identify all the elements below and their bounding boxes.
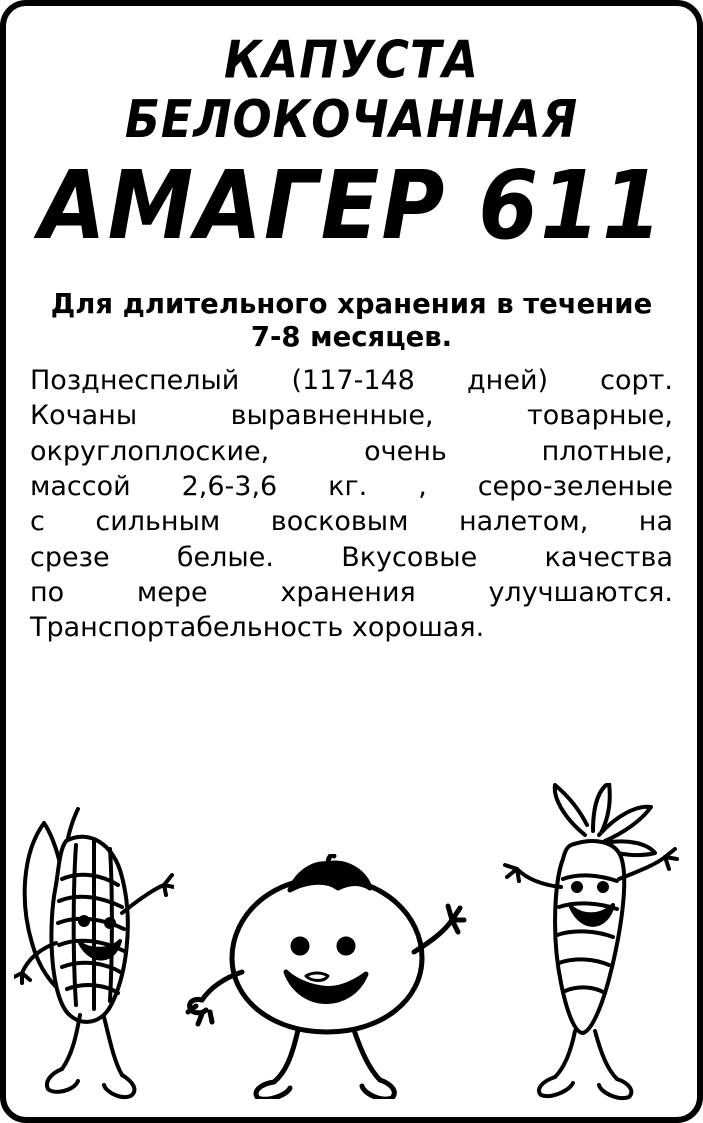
description-line: по мере хранения улучшаются. <box>30 577 673 609</box>
tomato-mascot <box>182 854 472 1099</box>
carrot-mascot <box>501 783 681 1103</box>
description-line: округлоплоские, очень плотные, <box>30 435 673 467</box>
description-line: Транспортабельность хорошая. <box>30 612 485 644</box>
mascot-illustrations <box>6 777 697 1117</box>
description-line: срезе белые. Вкусовые качества <box>30 541 673 573</box>
title-block <box>28 20 675 262</box>
corn-mascot <box>14 793 174 1103</box>
description-line: массой 2,6-3,6 кг. , серо-зеленые <box>30 471 673 503</box>
description-line: с сильным восковым налетом, на <box>30 506 673 538</box>
crop-name <box>28 29 675 150</box>
description-line: Позднеспелый (117-148 дней) сорт. <box>30 364 673 396</box>
variety-description <box>28 363 675 646</box>
crop-name-line1: КАПУСТА <box>224 29 479 90</box>
description-line: Кочаны выравненные, товарные, <box>30 400 673 432</box>
crop-name-line2: БЕЛОКОЧАННАЯ <box>124 88 579 150</box>
variety-name: АМАГЕР 611 <box>39 151 664 262</box>
storage-highlight: Для длительного хранения в течение 7-8 месяцев. <box>50 288 653 353</box>
packet-content <box>6 6 697 1117</box>
